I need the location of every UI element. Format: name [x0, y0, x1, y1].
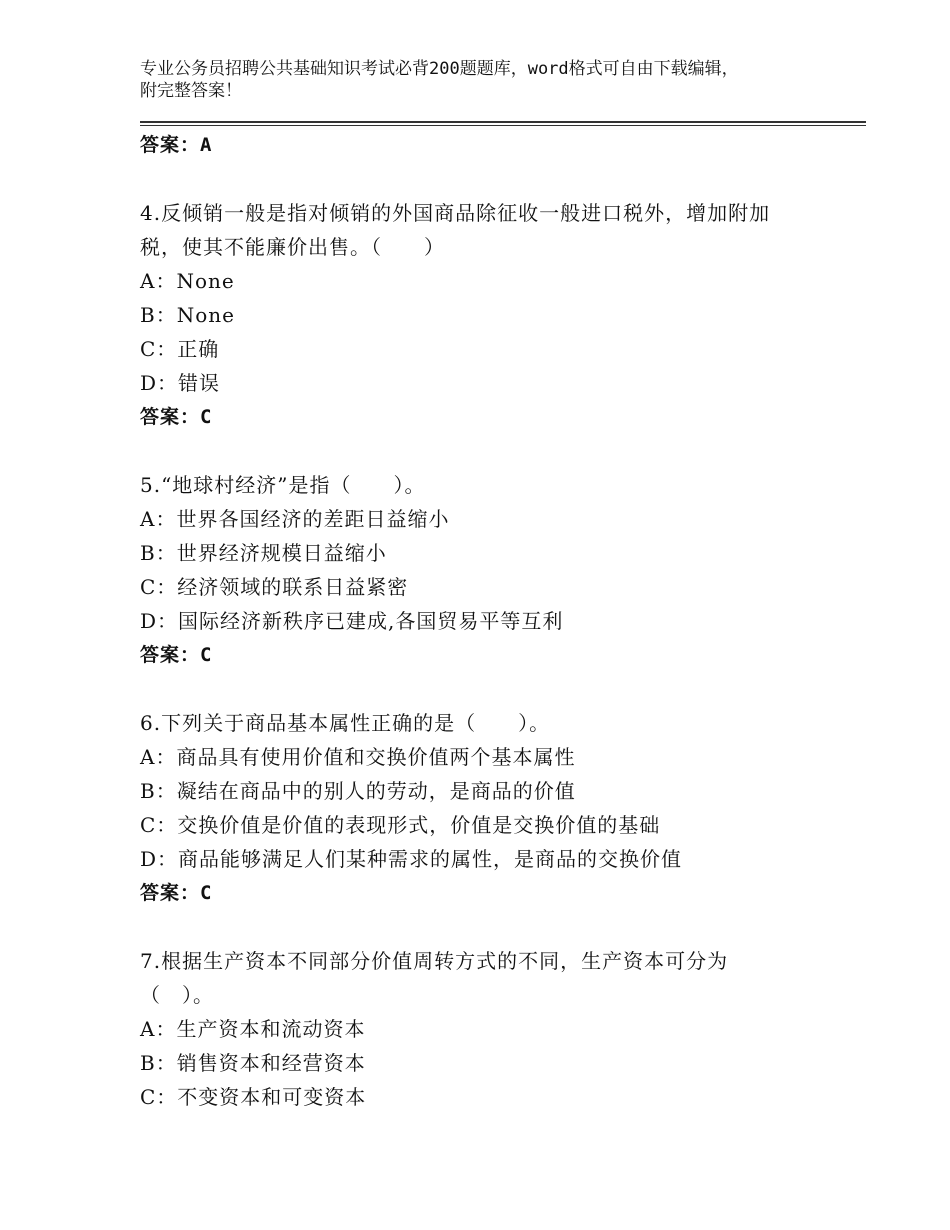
question-6-option-a: A：商品具有使用价值和交换价值两个基本属性 — [140, 745, 576, 769]
question-5-option-c: C：经济领域的联系日益紧密 — [140, 575, 409, 599]
document-body — [140, 128, 840, 1114]
question-5-option-b: B：世界经济规模日益缩小 — [140, 541, 387, 565]
question-4-answer: 答案：C — [140, 406, 213, 428]
question-4-option-c: C：正确 — [140, 337, 220, 361]
question-7-option-a: A：生产资本和流动资本 — [140, 1017, 366, 1041]
question-7-stem-line-1: 7.根据生产资本不同部分价值周转方式的不同，生产资本可分为 — [140, 949, 729, 973]
question-5-answer: 答案：C — [140, 644, 213, 666]
question-5 — [140, 468, 840, 672]
question-5-stem: 5.“地球村经济”是指（ ）。 — [140, 473, 426, 497]
page-header — [140, 58, 840, 102]
question-4-option-d: D：错误 — [140, 371, 221, 395]
question-6 — [140, 706, 840, 910]
header-rule-thick — [140, 121, 866, 123]
question-4-stem-line-1: 4.反倾销一般是指对倾销的外国商品除征收一般进口税外，增加附加 — [140, 201, 771, 225]
header-line-1: 专业公务员招聘公共基础知识考试必背200题题库，word格式可自由下载编辑， — [140, 59, 739, 79]
question-6-answer: 答案：C — [140, 882, 213, 904]
previous-answer: 答案：A — [140, 134, 213, 156]
question-6-option-d: D：商品能够满足人们某种需求的属性，是商品的交换价值 — [140, 847, 683, 871]
question-6-option-c: C：交换价值是价值的表现形式，价值是交换价值的基础 — [140, 813, 661, 837]
question-7-option-b: B：销售资本和经营资本 — [140, 1051, 366, 1075]
question-6-stem: 6.下列关于商品基本属性正确的是（ ）。 — [140, 711, 551, 735]
question-6-option-b: B：凝结在商品中的别人的劳动，是商品的价值 — [140, 779, 576, 803]
question-7-stem-line-2: （ ）。 — [140, 983, 214, 1007]
question-4-stem-line-2: 税，使其不能廉价出售。（ ） — [140, 235, 445, 259]
question-5-option-d: D：国际经济新秩序已建成,各国贸易平等互利 — [140, 609, 564, 633]
question-4-option-a: A：None — [140, 269, 235, 293]
header-rule-thin — [140, 125, 866, 126]
question-4 — [140, 196, 840, 434]
question-4-option-b: B：None — [140, 303, 235, 327]
question-7 — [140, 944, 840, 1114]
question-7-option-c: C：不变资本和可变资本 — [140, 1085, 367, 1109]
header-line-2: 附完整答案！ — [140, 81, 242, 101]
question-5-option-a: A：世界各国经济的差距日益缩小 — [140, 507, 450, 531]
